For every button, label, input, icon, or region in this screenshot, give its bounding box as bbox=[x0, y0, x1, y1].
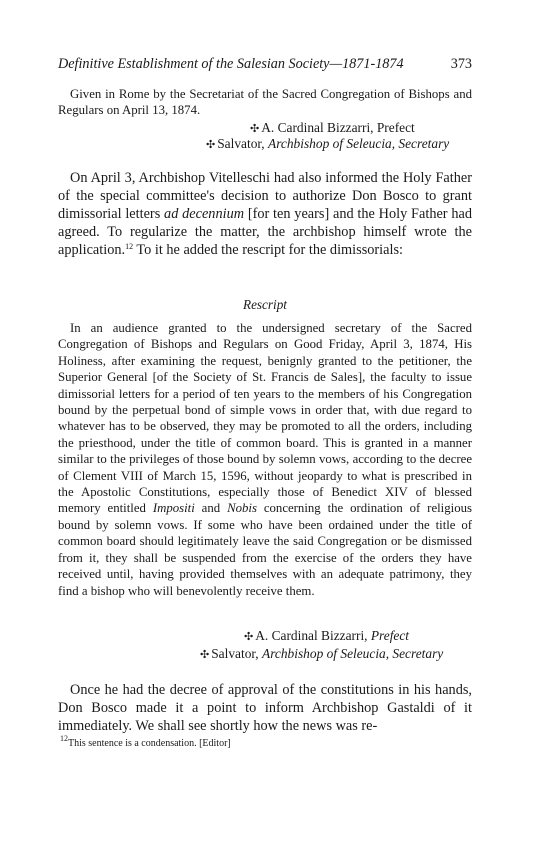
signature2-line1 bbox=[244, 628, 409, 645]
rescript-mid: and bbox=[194, 501, 228, 516]
cross-icon: ✣ bbox=[244, 631, 256, 643]
rescript-italic-impositi: Impositi bbox=[152, 501, 195, 516]
given-text: Given in Rome by the Secretariat of the Sacred Congregation of Bishops and Regulars on April 13, 1874. bbox=[58, 87, 472, 118]
footnote bbox=[60, 734, 231, 750]
signature1-name: A. Cardinal Bizzarri, bbox=[261, 120, 377, 135]
signature2-role: Prefect bbox=[370, 628, 410, 643]
footnote-text: This sentence is a condensation. [Editor] bbox=[68, 738, 231, 749]
footnote-number: 12 bbox=[60, 734, 68, 743]
running-title: Definitive Establishment of the Salesian Society—1871-1874 bbox=[58, 56, 404, 72]
running-header bbox=[58, 56, 472, 73]
signature2-line2 bbox=[200, 646, 443, 663]
cross-icon: ✣ bbox=[206, 139, 218, 151]
signature2-secretary-role: Archbishop of Seleucia, Secretary bbox=[262, 646, 444, 661]
signature2-name: A. Cardinal Bizzarri, bbox=[255, 628, 371, 643]
signature1-line1 bbox=[250, 120, 415, 137]
signature1-secretary-name: Salvator, bbox=[217, 136, 269, 151]
rescript-part2: concerning the ordination of religious bound by solemn vows. If some who have been ordained under the title of common board should legitimately leave the said Congregation or be dismissed from it, they shall be suspended from the exercise of the orders they have received until, having provided themselves with an adequate patrimony, they find a bishop who will benevolently receive them. bbox=[58, 501, 472, 598]
paragraph1-part1: On April 3, Archbishop Vitelleschi had also informed the Holy Father of the special committee's decision to authorize Don Bosco to grant dimissorial letters bbox=[58, 170, 472, 222]
signature2-secretary-name: Salvator, bbox=[211, 646, 263, 661]
rescript-text bbox=[58, 320, 472, 599]
paragraph1-text bbox=[58, 170, 472, 260]
signature1-line2 bbox=[206, 136, 449, 153]
paragraph-dimissorials bbox=[58, 170, 472, 260]
cross-icon: ✣ bbox=[200, 649, 212, 661]
given-statement bbox=[58, 86, 472, 119]
paragraph-gastaldi bbox=[58, 682, 472, 736]
signature1-secretary-role: Archbishop of Seleucia, Secretary bbox=[268, 136, 450, 151]
page-number: 373 bbox=[450, 56, 472, 72]
paragraph1-italic: ad decennium bbox=[164, 205, 245, 222]
footnote-reference: 12 bbox=[125, 241, 134, 251]
rescript-italic-nobis: Nobis bbox=[227, 501, 257, 516]
rescript-part1: In an audience granted to the undersigned secretary of the Sacred Congregation of Bishops and Regulars on Good Friday, April 3, 1874, His Holiness, after examining the request, benignly granted to the petitioner, the Superior General [of the Society of St. Francis de Sales], the faculty to issue dimissorial letters for a period of ten years to the members of his Congregation bound by the perpetual bond of simple vows in order that, with due regard to whatever has to be observed, they may be promoted to all the orders, including the priesthood, under the title of common board. This is granted in a manner similar to the privileges of those bound by solemn vows, according to the decree of Clement VIII of March 15, 1596, without jeopardy to what is prescribed in the Apostolic Constitutions, especially those of Benedict XIV of blessed memory entitled bbox=[58, 321, 472, 516]
paragraph1-part3: To it he added the rescript for the dimissorials: bbox=[133, 241, 404, 258]
paragraph2-text: Once he had the decree of approval of the constitutions in his hands, Don Bosco made it a point to inform Archbishop Gastaldi of it immediately. We shall see shortly how the news was re- bbox=[58, 682, 472, 734]
cross-icon: ✣ bbox=[250, 123, 262, 135]
rescript-body bbox=[58, 320, 472, 599]
rescript-title: Rescript bbox=[243, 297, 287, 312]
paragraph1-part2: [for ten years] and the Holy Father had agreed. To regularize the matter, the archbishop himself wrote the application. bbox=[58, 205, 472, 258]
signature1-role: Prefect bbox=[376, 120, 415, 135]
